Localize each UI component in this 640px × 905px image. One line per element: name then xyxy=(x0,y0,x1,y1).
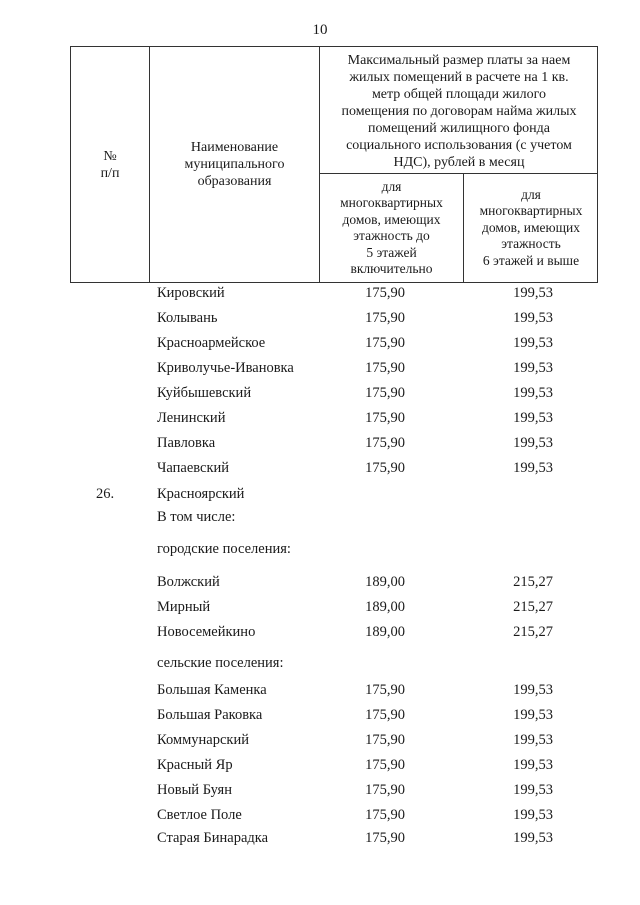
municipality-name: Красноярский xyxy=(157,486,245,502)
fee-up-to-5-floors: 175,90 xyxy=(365,285,405,301)
table-row xyxy=(0,680,640,700)
fee-6-floors-and-above: 199,53 xyxy=(513,682,553,698)
municipality-name: В том числе: xyxy=(157,509,236,525)
fee-6-floors-and-above: 199,53 xyxy=(513,757,553,773)
fee-6-floors-and-above: 199,53 xyxy=(513,460,553,476)
header-name-column: Наименование муниципального образования xyxy=(184,140,285,189)
fee-up-to-5-floors: 175,90 xyxy=(365,732,405,748)
municipality-name: Чапаевский xyxy=(157,460,230,476)
fee-6-floors-and-above: 199,53 xyxy=(513,410,553,426)
municipality-name: городские поселения: xyxy=(157,541,291,557)
table-row xyxy=(0,484,640,504)
table-row xyxy=(0,433,640,453)
municipality-name: Кировский xyxy=(157,285,225,301)
municipality-name: Куйбышевский xyxy=(157,385,252,401)
fee-6-floors-and-above: 199,53 xyxy=(513,782,553,798)
fee-6-floors-and-above: 199,53 xyxy=(513,732,553,748)
fee-up-to-5-floors: 175,90 xyxy=(365,410,405,426)
table-row xyxy=(0,539,640,559)
table-row xyxy=(0,408,640,428)
header-num-column: № п/п xyxy=(100,148,120,181)
table-row xyxy=(0,705,640,725)
fee-up-to-5-floors: 175,90 xyxy=(365,707,405,723)
municipality-name: Ленинский xyxy=(157,410,226,426)
table-row xyxy=(0,507,640,527)
municipality-name: Красный Яр xyxy=(157,757,233,773)
fee-up-to-5-floors: 175,90 xyxy=(365,385,405,401)
table-row xyxy=(0,805,640,825)
fee-6-floors-and-above: 199,53 xyxy=(513,310,553,326)
municipality-name: Криволучье-Ивановка xyxy=(157,360,294,376)
fee-6-floors-and-above: 199,53 xyxy=(513,285,553,301)
fee-up-to-5-floors: 175,90 xyxy=(365,682,405,698)
table-row xyxy=(0,780,640,800)
fee-6-floors-and-above: 199,53 xyxy=(513,807,553,823)
municipality-name: Новосемейкино xyxy=(157,624,256,640)
fee-6-floors-and-above: 215,27 xyxy=(513,574,553,590)
municipality-name: Коммунарский xyxy=(157,732,249,748)
fee-6-floors-and-above: 199,53 xyxy=(513,435,553,451)
municipality-name: Павловка xyxy=(157,435,216,451)
table-row xyxy=(0,622,640,642)
table-row xyxy=(0,383,640,403)
table-row xyxy=(0,730,640,750)
fee-6-floors-and-above: 215,27 xyxy=(513,624,553,640)
table-row xyxy=(0,333,640,353)
table-row xyxy=(0,308,640,328)
table-row xyxy=(0,283,640,303)
municipality-name: сельские поселения: xyxy=(157,655,284,671)
municipality-name: Мирный xyxy=(157,599,211,615)
table-row xyxy=(0,358,640,378)
table-row xyxy=(0,597,640,617)
table-row xyxy=(0,458,640,478)
fee-up-to-5-floors: 175,90 xyxy=(365,782,405,798)
row-number: 26. xyxy=(96,486,115,502)
fee-6-floors-and-above: 199,53 xyxy=(513,360,553,376)
fee-up-to-5-floors: 175,90 xyxy=(365,310,405,326)
municipality-name: Большая Раковка xyxy=(157,707,263,723)
fee-up-to-5-floors: 189,00 xyxy=(365,624,405,640)
fee-up-to-5-floors: 175,90 xyxy=(365,830,405,846)
table-row xyxy=(0,572,640,592)
municipality-name: Старая Бинарадка xyxy=(157,830,269,846)
fee-6-floors-and-above: 199,53 xyxy=(513,707,553,723)
fee-up-to-5-floors: 189,00 xyxy=(365,599,405,615)
fee-6-floors-and-above: 199,53 xyxy=(513,830,553,846)
fee-up-to-5-floors: 175,90 xyxy=(365,435,405,451)
fee-6-floors-and-above: 215,27 xyxy=(513,599,553,615)
fee-up-to-5-floors: 175,90 xyxy=(365,807,405,823)
table-header xyxy=(70,46,598,283)
fee-up-to-5-floors: 175,90 xyxy=(365,460,405,476)
municipality-name: Волжский xyxy=(157,574,220,590)
fee-up-to-5-floors: 189,00 xyxy=(365,574,405,590)
table-row xyxy=(0,755,640,775)
municipality-name: Большая Каменка xyxy=(157,682,267,698)
table-row xyxy=(0,653,640,673)
municipality-name: Новый Буян xyxy=(157,782,232,798)
municipality-name: Красноармейское xyxy=(157,335,266,351)
fee-6-floors-and-above: 199,53 xyxy=(513,335,553,351)
fee-6-floors-and-above: 199,53 xyxy=(513,385,553,401)
municipality-name: Светлое Поле xyxy=(157,807,242,823)
table-row xyxy=(0,828,640,848)
fee-up-to-5-floors: 175,90 xyxy=(365,757,405,773)
fee-up-to-5-floors: 175,90 xyxy=(365,360,405,376)
page-number: 10 xyxy=(312,22,328,38)
header-subcolumn-6-floors-and-above: для многоквартирных домов, имеющих этажность 6 этажей и выше xyxy=(479,186,583,268)
header-subcolumn-up-to-5-floors: для многоквартирных домов, имеющих этажность до 5 этажей включительно xyxy=(340,178,443,276)
header-max-fee: Максимальный размер платы за наем жилых помещений в расчете на 1 кв. метр общей площади жилого помещения по договорам найма жилых помещений жилищного фонда социального использования (с учетом НДС), рублей в месяц xyxy=(341,52,577,170)
municipality-name: Колывань xyxy=(157,310,218,326)
fee-up-to-5-floors: 175,90 xyxy=(365,335,405,351)
